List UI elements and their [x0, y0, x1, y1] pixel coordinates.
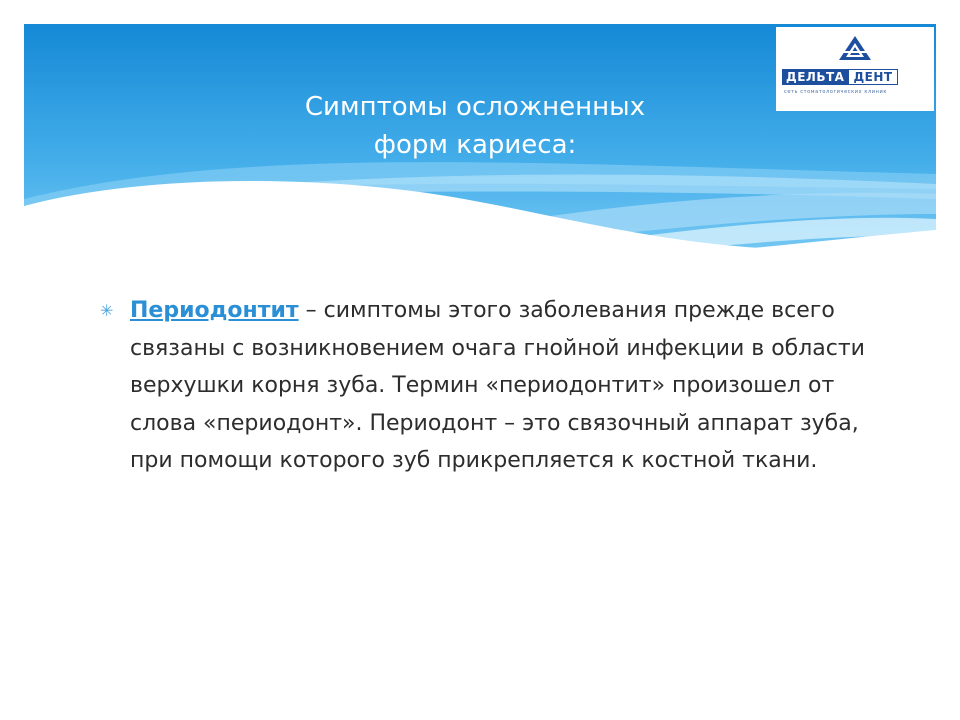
- slide-title-line-2: форм кариеса:: [373, 130, 577, 160]
- content-area: [100, 292, 870, 480]
- slide-title: [240, 88, 710, 164]
- triangle-logo-icon: [838, 35, 872, 61]
- company-logo: [776, 27, 934, 111]
- periodontitis-link[interactable]: Периодонтит: [130, 298, 299, 323]
- slide-title-line-1: Симптомы осложненных: [304, 92, 646, 122]
- logo-word-1: ДЕЛЬТА: [782, 69, 848, 85]
- logo-tagline: сеть стоматологических клиник: [784, 89, 887, 95]
- logo-word-2: ДЕНТ: [848, 69, 897, 85]
- asterisk-bullet-icon: ✳: [100, 301, 114, 320]
- bullet-body-text: – симптомы этого заболевания прежде всего связаны с возникновением очага гнойной инфекции в области верхушки корня зуба. Термин «периодонтит» произошел от слова «периодонт». Периодонт – это связочный аппарат зуба, при помощи которого зуб прикрепляется к костной ткани.: [130, 298, 865, 473]
- bullet-paragraph: [130, 292, 870, 480]
- bullet-item: [100, 292, 870, 480]
- logo-wordmark: [782, 69, 898, 85]
